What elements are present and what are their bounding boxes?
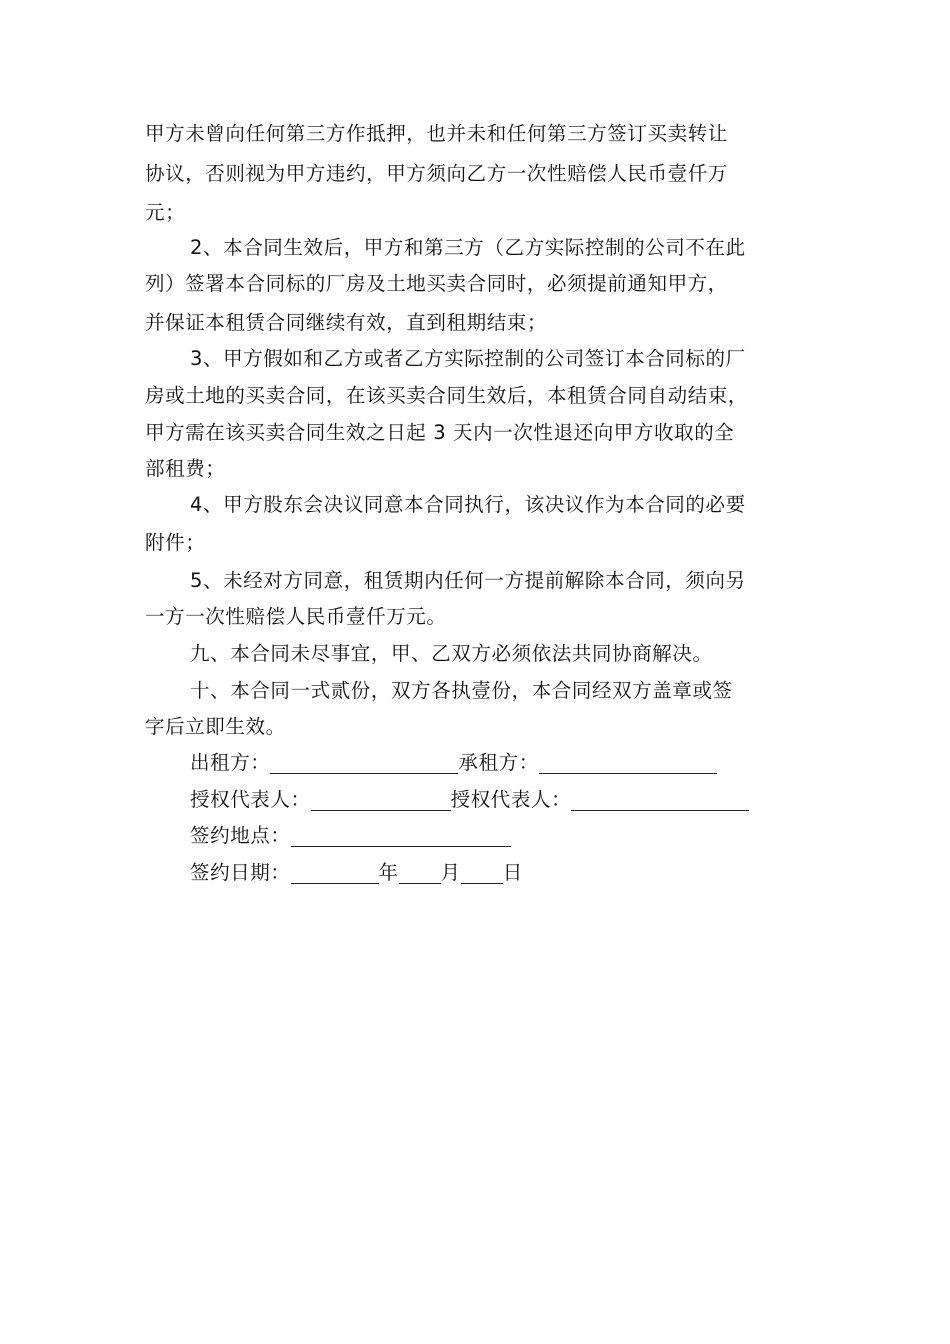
lessee-blank[interactable] [539, 753, 717, 774]
day-blank[interactable] [461, 863, 503, 884]
clause-2-line: 2、本合同生效后，甲方和第三方（乙方实际控制的公司不在此 [190, 236, 746, 259]
place-label: 签约地点： [190, 824, 291, 847]
body-line: 协议，否则视为甲方违约，甲方须向乙方一次性赔偿人民币壹仟万 [145, 162, 728, 185]
lessor-label: 出租方： [190, 751, 271, 774]
clause-4-line: 4、甲方股东会决议同意本合同执行，该决议作为本合同的必要 [190, 493, 746, 516]
body-line: 列）签署本合同标的厂房及土地买卖合同时，必须提前通知甲方， [145, 272, 728, 295]
lessor-rep-blank[interactable] [311, 790, 451, 811]
lessor-blank[interactable] [270, 753, 458, 774]
body-line: 附件； [145, 531, 206, 554]
body-line: 一方一次性赔偿人民币壹仟万元。 [145, 605, 447, 628]
signature-row-representatives [190, 788, 749, 812]
lessee-label: 承租方： [458, 751, 539, 774]
place-blank[interactable] [291, 826, 511, 847]
clause-3-line: 3、甲方假如和乙方或者乙方实际控制的公司签订本合同标的厂 [190, 347, 746, 370]
body-line: 甲方需在该买卖合同生效之日起 3 天内一次性退还向甲方收取的全 [145, 421, 735, 444]
lessee-rep-label: 授权代表人： [450, 788, 572, 811]
signature-row-date [190, 861, 523, 885]
date-label: 签约日期： [190, 861, 291, 884]
lessee-rep-blank[interactable] [571, 790, 749, 811]
signature-row-place [190, 824, 511, 848]
body-line: 元； [145, 201, 186, 224]
month-label: 月 [440, 861, 461, 884]
signature-row-parties [190, 751, 717, 775]
body-line: 字后立即生效。 [145, 715, 286, 738]
body-line: 甲方未曾向任何第三方作抵押，也并未和任何第三方签订买卖转让 [145, 122, 728, 145]
body-line: 房或土地的买卖合同，在该买卖合同生效后，本租赁合同自动结束， [145, 384, 749, 407]
article-9-line: 九、本合同未尽事宜，甲、乙双方必须依法共同协商解决。 [190, 642, 713, 665]
day-label: 日 [502, 861, 523, 884]
lessor-rep-label: 授权代表人： [190, 788, 311, 811]
year-label: 年 [378, 861, 399, 884]
body-line: 并保证本租赁合同继续有效，直到租期结束； [145, 311, 548, 334]
clause-5-line: 5、未经对方同意，租赁期内任何一方提前解除本合同，须向另 [190, 569, 746, 592]
year-blank[interactable] [291, 863, 379, 884]
body-line: 部租费； [145, 457, 226, 480]
article-10-line: 十、本合同一式贰份，双方各执壹份，本合同经双方盖章或签 [190, 679, 733, 702]
month-blank[interactable] [399, 863, 441, 884]
